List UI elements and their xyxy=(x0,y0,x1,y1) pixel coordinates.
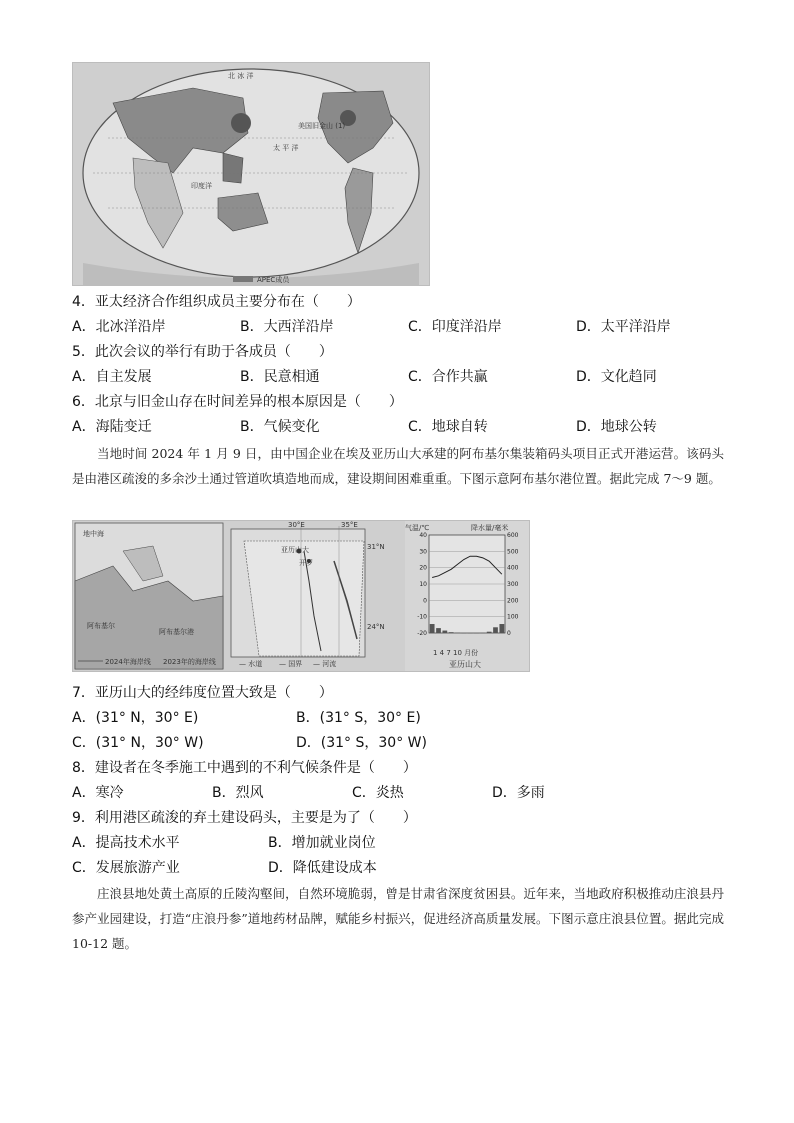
precip-bar xyxy=(442,631,447,633)
q7-option-a[interactable]: A．(31° N，30° E) xyxy=(72,710,199,726)
temp-tick-label: -20 xyxy=(417,630,427,637)
q9-option-d[interactable]: D．降低建设成本 xyxy=(268,860,377,876)
q5-option-c[interactable]: C．合作共赢 xyxy=(408,369,488,385)
abukir-figure xyxy=(72,520,530,672)
arctic-label: 北 冰 洋 xyxy=(228,72,254,80)
lat-24n: 24°N xyxy=(367,623,385,631)
month-axis-label: 1 4 7 10 月份 xyxy=(433,649,479,657)
q4-option-b[interactable]: B．大西洋沿岸 xyxy=(240,319,334,335)
temp-tick-label: 0 xyxy=(423,597,427,605)
lat-31n: 31°N xyxy=(367,543,385,551)
question-4-stem: 4．亚太经济合作组织成员主要分布在（ ） xyxy=(72,294,361,310)
precip-bar xyxy=(499,624,504,633)
temp-tick-label: 20 xyxy=(419,564,427,572)
climate-chart-panel xyxy=(405,521,529,671)
legend-border: — 国界 xyxy=(279,660,303,668)
mediterranean-label: 地中海 xyxy=(83,530,104,538)
precip-bar xyxy=(436,628,441,633)
legend-waterway: — 水道 xyxy=(239,660,263,668)
station-label: 亚历山大 xyxy=(449,660,481,669)
q8-option-b[interactable]: B．烈风 xyxy=(212,785,264,801)
sf-note: 美国旧金山 (1) xyxy=(298,122,346,130)
legend-river: — 河流 xyxy=(313,660,337,668)
temp-tick-label: 30 xyxy=(419,548,427,556)
q6-option-c[interactable]: C．地球自转 xyxy=(408,419,488,435)
pacific-label: 太 平 洋 xyxy=(273,144,299,152)
lon-30e: 30°E xyxy=(288,521,305,529)
indian-ocean-label: 印度洋 xyxy=(191,182,212,190)
q8-option-a[interactable]: A．寒冷 xyxy=(72,785,124,801)
precip-tick-label: 100 xyxy=(507,613,519,621)
q7-option-b[interactable]: B．(31° S，30° E) xyxy=(296,710,421,726)
precip-tick-label: 600 xyxy=(507,532,519,539)
q6-option-a[interactable]: A．海陆变迁 xyxy=(72,419,152,435)
precip-tick-label: 500 xyxy=(507,548,519,556)
apec-world-map xyxy=(72,62,430,286)
question-6-stem: 6．北京与旧金山存在时间差异的根本原因是（ ） xyxy=(72,394,403,410)
temp-axis-label: 气温/℃ xyxy=(405,524,430,532)
passage-zhuanglang-text: 庄浪县地处黄土高原的丘陵沟壑间，自然环境脆弱，曾是甘肃省深度贫困县。近年来，当地政府积极推动庄浪县丹参产业园建设，打造“庄浪丹参”道地药材品牌，赋能乡村振兴，促进经济高质量发展。下图示意庄浪县位置。据此完成 10-12 题。 xyxy=(72,886,724,951)
q6-option-d[interactable]: D．地球公转 xyxy=(576,419,657,435)
precip-bar xyxy=(449,632,454,633)
passage-zhuanglang xyxy=(72,881,724,956)
abukir-label: 阿布基尔 xyxy=(87,622,115,630)
q4-option-a[interactable]: A．北冰洋沿岸 xyxy=(72,319,166,335)
coastline-2023-legend: 2023年的海岸线 xyxy=(163,658,216,666)
temp-tick-label: 10 xyxy=(419,581,427,588)
q5-option-a[interactable]: A．自主发展 xyxy=(72,369,152,385)
precip-bar xyxy=(487,632,492,633)
q9-option-b[interactable]: B．增加就业岗位 xyxy=(268,835,376,851)
q5-option-b[interactable]: B．民意相通 xyxy=(240,369,320,385)
passage-abukir xyxy=(72,441,724,491)
question-5-stem: 5．此次会议的举行有助于各成员（ ） xyxy=(72,344,333,360)
q4-option-d[interactable]: D．太平洋沿岸 xyxy=(576,319,671,335)
precip-tick-label: 200 xyxy=(507,597,519,605)
q8-option-c[interactable]: C．炎热 xyxy=(352,785,404,801)
world-map-graphic xyxy=(73,63,429,285)
abukir-port-label: 阿布基尔港 xyxy=(159,628,194,636)
question-9-stem: 9．利用港区疏浚的弃土建设码头，主要是为了（ ） xyxy=(72,810,417,826)
temp-tick-label: -10 xyxy=(417,613,427,621)
temp-tick-label: 40 xyxy=(419,532,427,539)
alexandria-label: 亚历山大 xyxy=(281,546,309,554)
precip-tick-label: 400 xyxy=(507,564,519,572)
question-7-stem: 7．亚历山大的经纬度位置大致是（ ） xyxy=(72,685,333,701)
cairo-label: 开罗 xyxy=(299,559,313,567)
lon-35e: 35°E xyxy=(341,521,358,529)
precip-bar xyxy=(493,627,498,633)
q8-option-d[interactable]: D．多雨 xyxy=(492,785,545,801)
precip-bar xyxy=(430,624,435,633)
q4-option-c[interactable]: C．印度洋沿岸 xyxy=(408,319,502,335)
q7-option-d[interactable]: D．(31° S，30° W) xyxy=(296,735,427,751)
q7-option-c[interactable]: C．(31° N，30° W) xyxy=(72,735,204,751)
apec-legend: APEC成员 xyxy=(257,276,290,284)
coastline-2024-legend: 2024年海岸线 xyxy=(105,658,151,666)
q9-option-a[interactable]: A．提高技术水平 xyxy=(72,835,180,851)
question-8-stem: 8．建设者在冬季施工中遇到的不利气候条件是（ ） xyxy=(72,760,417,776)
q9-option-c[interactable]: C．发展旅游产业 xyxy=(72,860,180,876)
precip-tick-label: 0 xyxy=(507,630,511,637)
passage-abukir-text: 当地时间 2024 年 1 月 9 日，由中国企业在埃及亚历山大承建的阿布基尔集装箱码头项目正式开港运营。该码头是由港区疏浚的多余沙土通过管道吹填造地而成，建设期间困难重重。下图示意阿布基尔港位置。据此完成 7～9 题。 xyxy=(72,446,724,486)
q5-option-d[interactable]: D．文化趋同 xyxy=(576,369,657,385)
precip-axis-label: 降水量/毫米 xyxy=(471,524,509,532)
q6-option-b[interactable]: B．气候变化 xyxy=(240,419,320,435)
precip-tick-label: 300 xyxy=(507,581,519,588)
abukir-port-map xyxy=(73,521,225,671)
